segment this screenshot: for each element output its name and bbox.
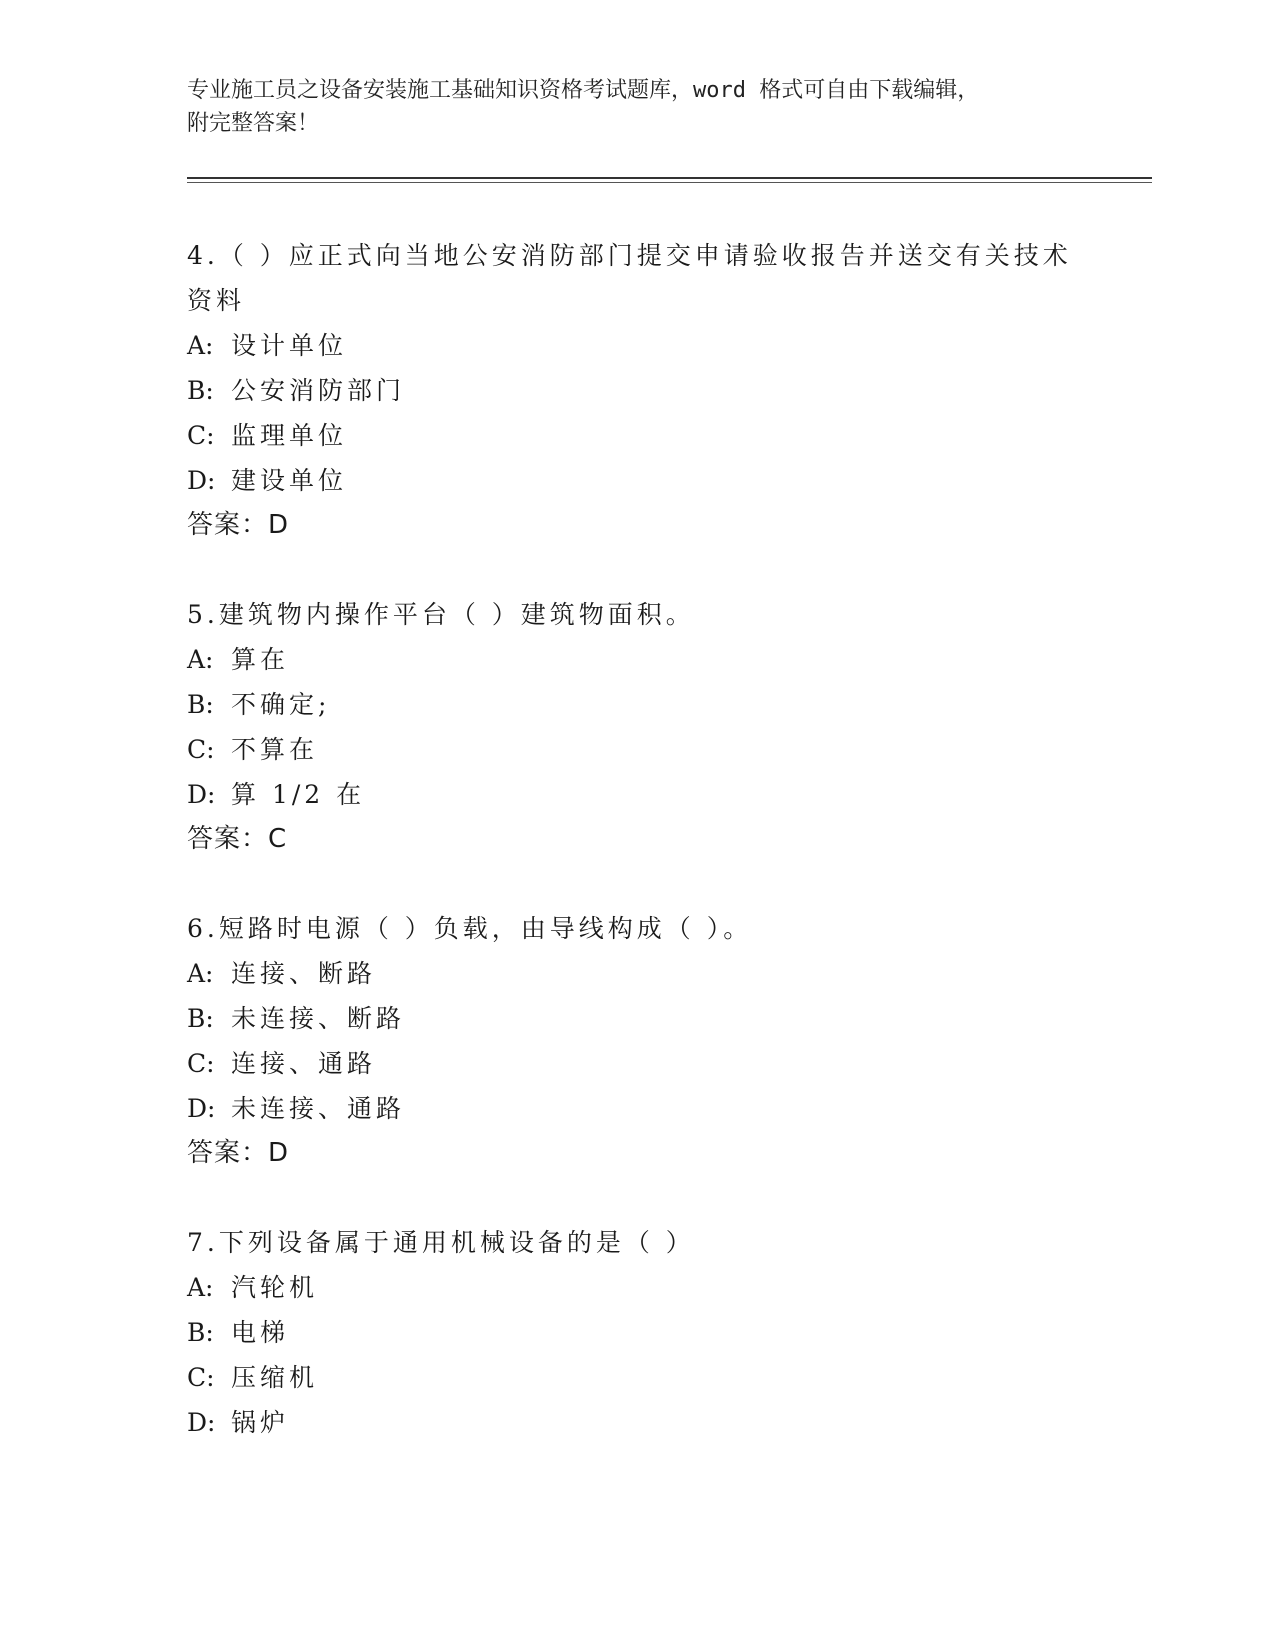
option-key: A:: [187, 959, 214, 988]
option-d: [187, 1086, 1087, 1131]
answer-line: 答案：D: [187, 510, 290, 540]
option-key: C:: [187, 1049, 215, 1078]
option-d: [187, 458, 1087, 503]
option-text: 电梯: [231, 1318, 290, 1347]
question-text: [187, 592, 1087, 637]
question-stem: 短路时电源（ ）负载，由导线构成（ ）。: [218, 914, 753, 943]
option-b: [187, 996, 1087, 1041]
question-number: 4.: [187, 241, 219, 270]
option-a: [187, 323, 1087, 368]
option-text: 连接、断路: [231, 959, 377, 988]
question-stem: （ ）应正式向当地公安消防部门提交申请验收报告并送交有关技术资料: [187, 241, 1072, 315]
question-5: [187, 592, 1087, 862]
option-text: 连接、通路: [231, 1049, 377, 1078]
answer-line: 答案：C: [187, 824, 288, 854]
option-b: [187, 682, 1087, 727]
option-text: 设计单位: [231, 331, 348, 360]
question-number: 7.: [187, 1228, 219, 1257]
option-a: [187, 951, 1087, 996]
question-text: [187, 906, 1087, 951]
option-key: D:: [187, 466, 216, 495]
option-c: [187, 1355, 1087, 1400]
option-text: 算在: [231, 645, 290, 674]
option-text: 监理单位: [231, 421, 348, 450]
option-a: [187, 637, 1087, 682]
option-key: D:: [187, 780, 216, 809]
header-divider-thick: [187, 177, 1152, 179]
option-text: 未连接、通路: [231, 1094, 406, 1123]
option-c: [187, 727, 1087, 772]
option-text: 不确定;: [231, 690, 331, 719]
option-text: 算 1/2 在: [231, 780, 366, 809]
option-text: 未连接、断路: [231, 1004, 406, 1033]
option-key: C:: [187, 735, 215, 764]
option-key: B:: [187, 690, 214, 719]
question-6: [187, 906, 1087, 1176]
header-divider-thin: [187, 182, 1152, 183]
option-key: D:: [187, 1094, 216, 1123]
option-key: C:: [187, 1363, 215, 1392]
option-key: B:: [187, 1318, 214, 1347]
question-7: [187, 1220, 1087, 1445]
question-stem: 下列设备属于通用机械设备的是（ ）: [218, 1228, 695, 1257]
question-list: [187, 233, 1087, 1489]
option-c: [187, 413, 1087, 458]
option-b: [187, 1310, 1087, 1355]
option-key: C:: [187, 421, 215, 450]
option-key: A:: [187, 331, 214, 360]
option-text: 建设单位: [231, 466, 348, 495]
option-b: [187, 368, 1087, 413]
option-text: 锅炉: [231, 1408, 290, 1437]
option-text: 公安消防部门: [231, 376, 406, 405]
document-header: [187, 74, 1087, 140]
question-number: 5.: [187, 600, 219, 629]
question-4: [187, 233, 1087, 548]
option-text: 汽轮机: [231, 1273, 319, 1302]
option-key: A:: [187, 645, 214, 674]
option-a: [187, 1265, 1087, 1310]
question-number: 6.: [187, 914, 219, 943]
option-key: D:: [187, 1408, 216, 1437]
option-d: [187, 1400, 1087, 1445]
option-c: [187, 1041, 1087, 1086]
option-text: 不算在: [231, 735, 319, 764]
header-line-1: 专业施工员之设备安装施工基础知识资格考试题库，word 格式可自由下载编辑，: [187, 78, 980, 103]
question-text: [187, 233, 1087, 323]
option-key: A:: [187, 1273, 214, 1302]
question-text: [187, 1220, 1087, 1265]
option-text: 压缩机: [231, 1363, 319, 1392]
option-key: B:: [187, 376, 214, 405]
header-line-2: 附完整答案！: [187, 111, 320, 136]
option-d: [187, 772, 1087, 817]
question-stem: 建筑物内操作平台（ ）建筑物面积。: [218, 600, 695, 629]
option-key: B:: [187, 1004, 214, 1033]
answer-line: 答案：D: [187, 1138, 290, 1168]
